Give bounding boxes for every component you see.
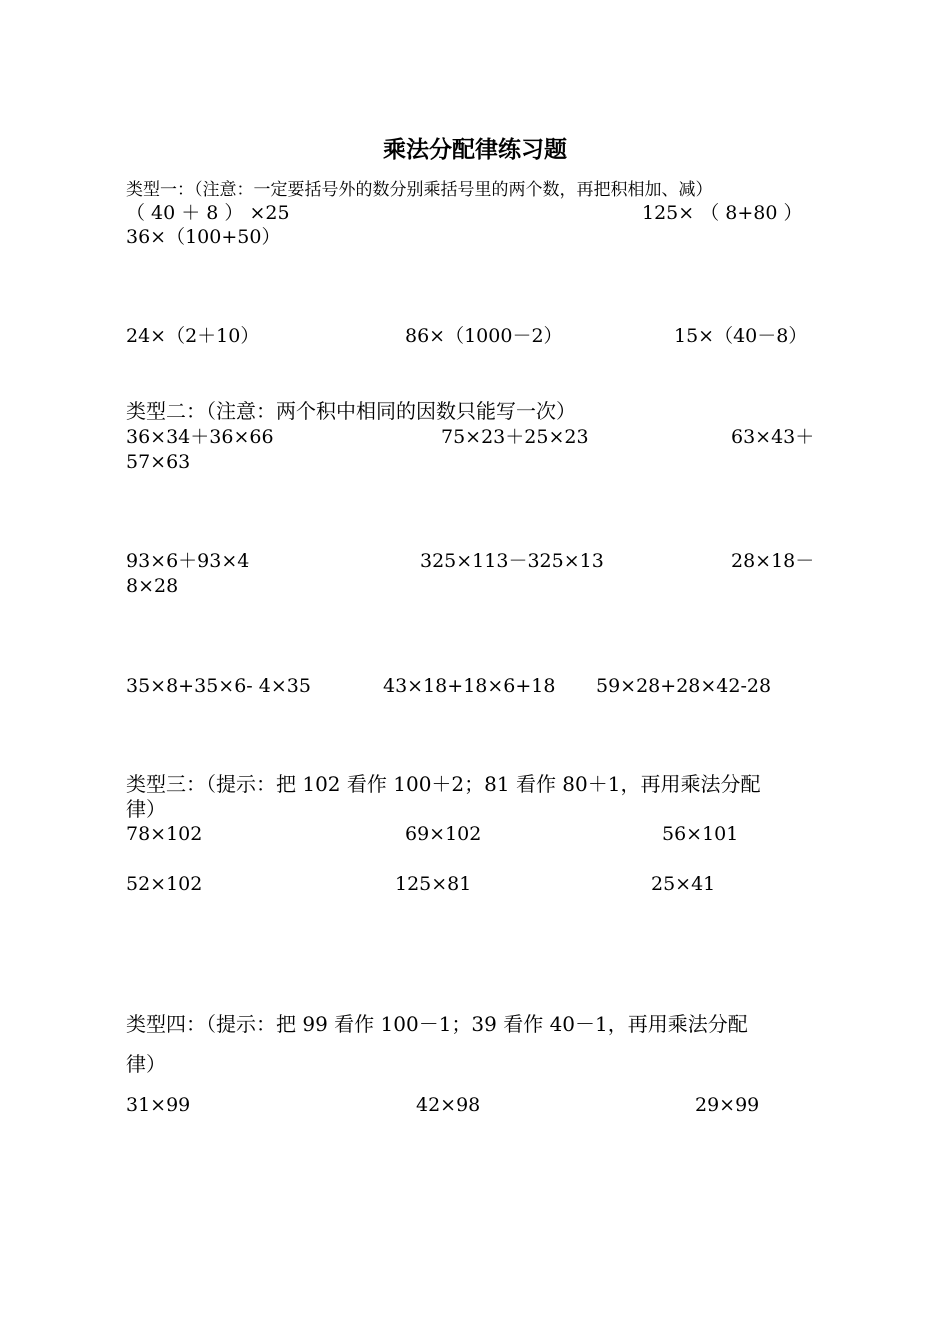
type1-problem-3: 36×（100+50）: [126, 226, 281, 248]
type1-problem-1: （ 40 ＋ 8 ） ×25: [126, 202, 290, 224]
type3-problem-5: 125×81: [395, 873, 472, 895]
type1-heading: [126, 176, 713, 202]
type2-problem-6: 28×18－: [731, 550, 815, 572]
type2-problem-9: 59×28+28×42-28: [596, 675, 772, 697]
type2-problem-2: 75×23＋25×23: [441, 426, 589, 448]
type2-problem-4: 93×6＋93×4: [126, 550, 250, 572]
type4-problem-2: 42×98: [416, 1094, 481, 1116]
type1-problem-6: 15×（40－8）: [674, 325, 808, 347]
type3-heading-wrap: 律）: [126, 797, 166, 821]
type3-problem-1: 78×102: [126, 823, 203, 845]
type3-problem-6: 25×41: [651, 873, 716, 895]
type3-problem-3: 56×101: [662, 823, 739, 845]
type2-problem-3: 63×43＋: [731, 426, 815, 448]
type2-problem-8: 43×18+18×6+18: [383, 675, 556, 697]
type3-problem-2: 69×102: [405, 823, 482, 845]
page-title: 乘法分配律练习题: [383, 137, 567, 163]
type2-problem-6-wrap: 8×28: [126, 575, 179, 597]
type2-problem-5: 325×113－325×13: [420, 550, 604, 572]
type1-problem-5: 86×（1000－2）: [405, 325, 563, 347]
type2-problem-7: 35×8+35×6- 4×35: [126, 675, 311, 697]
type1-problem-2: 125× （ 8+80 ）: [642, 202, 803, 224]
type3-problem-4: 52×102: [126, 873, 203, 895]
type4-heading: 类型四：（提示：把 99 看作 100－1；39 看作 40－1，再用乘法分配: [126, 1012, 748, 1036]
type2-problem-1: 36×34＋36×66: [126, 426, 274, 448]
type3-heading: 类型三：（提示：把 102 看作 100＋2；81 看作 80＋1，再用乘法分配: [126, 772, 761, 796]
type2-problem-3-wrap: 57×63: [126, 451, 191, 473]
type2-heading: 类型二：（注意：两个积中相同的因数只能写一次）: [126, 399, 576, 423]
type4-problem-1: 31×99: [126, 1094, 191, 1116]
type1-heading-text: 类型一：（注意：一定要括号外的数分别乘括号里的两个数，再把积相加、减）: [126, 180, 713, 200]
type1-problem-4: 24×（2＋10）: [126, 325, 260, 347]
type4-heading-wrap: 律）: [126, 1052, 166, 1076]
type4-problem-3: 29×99: [695, 1094, 760, 1116]
